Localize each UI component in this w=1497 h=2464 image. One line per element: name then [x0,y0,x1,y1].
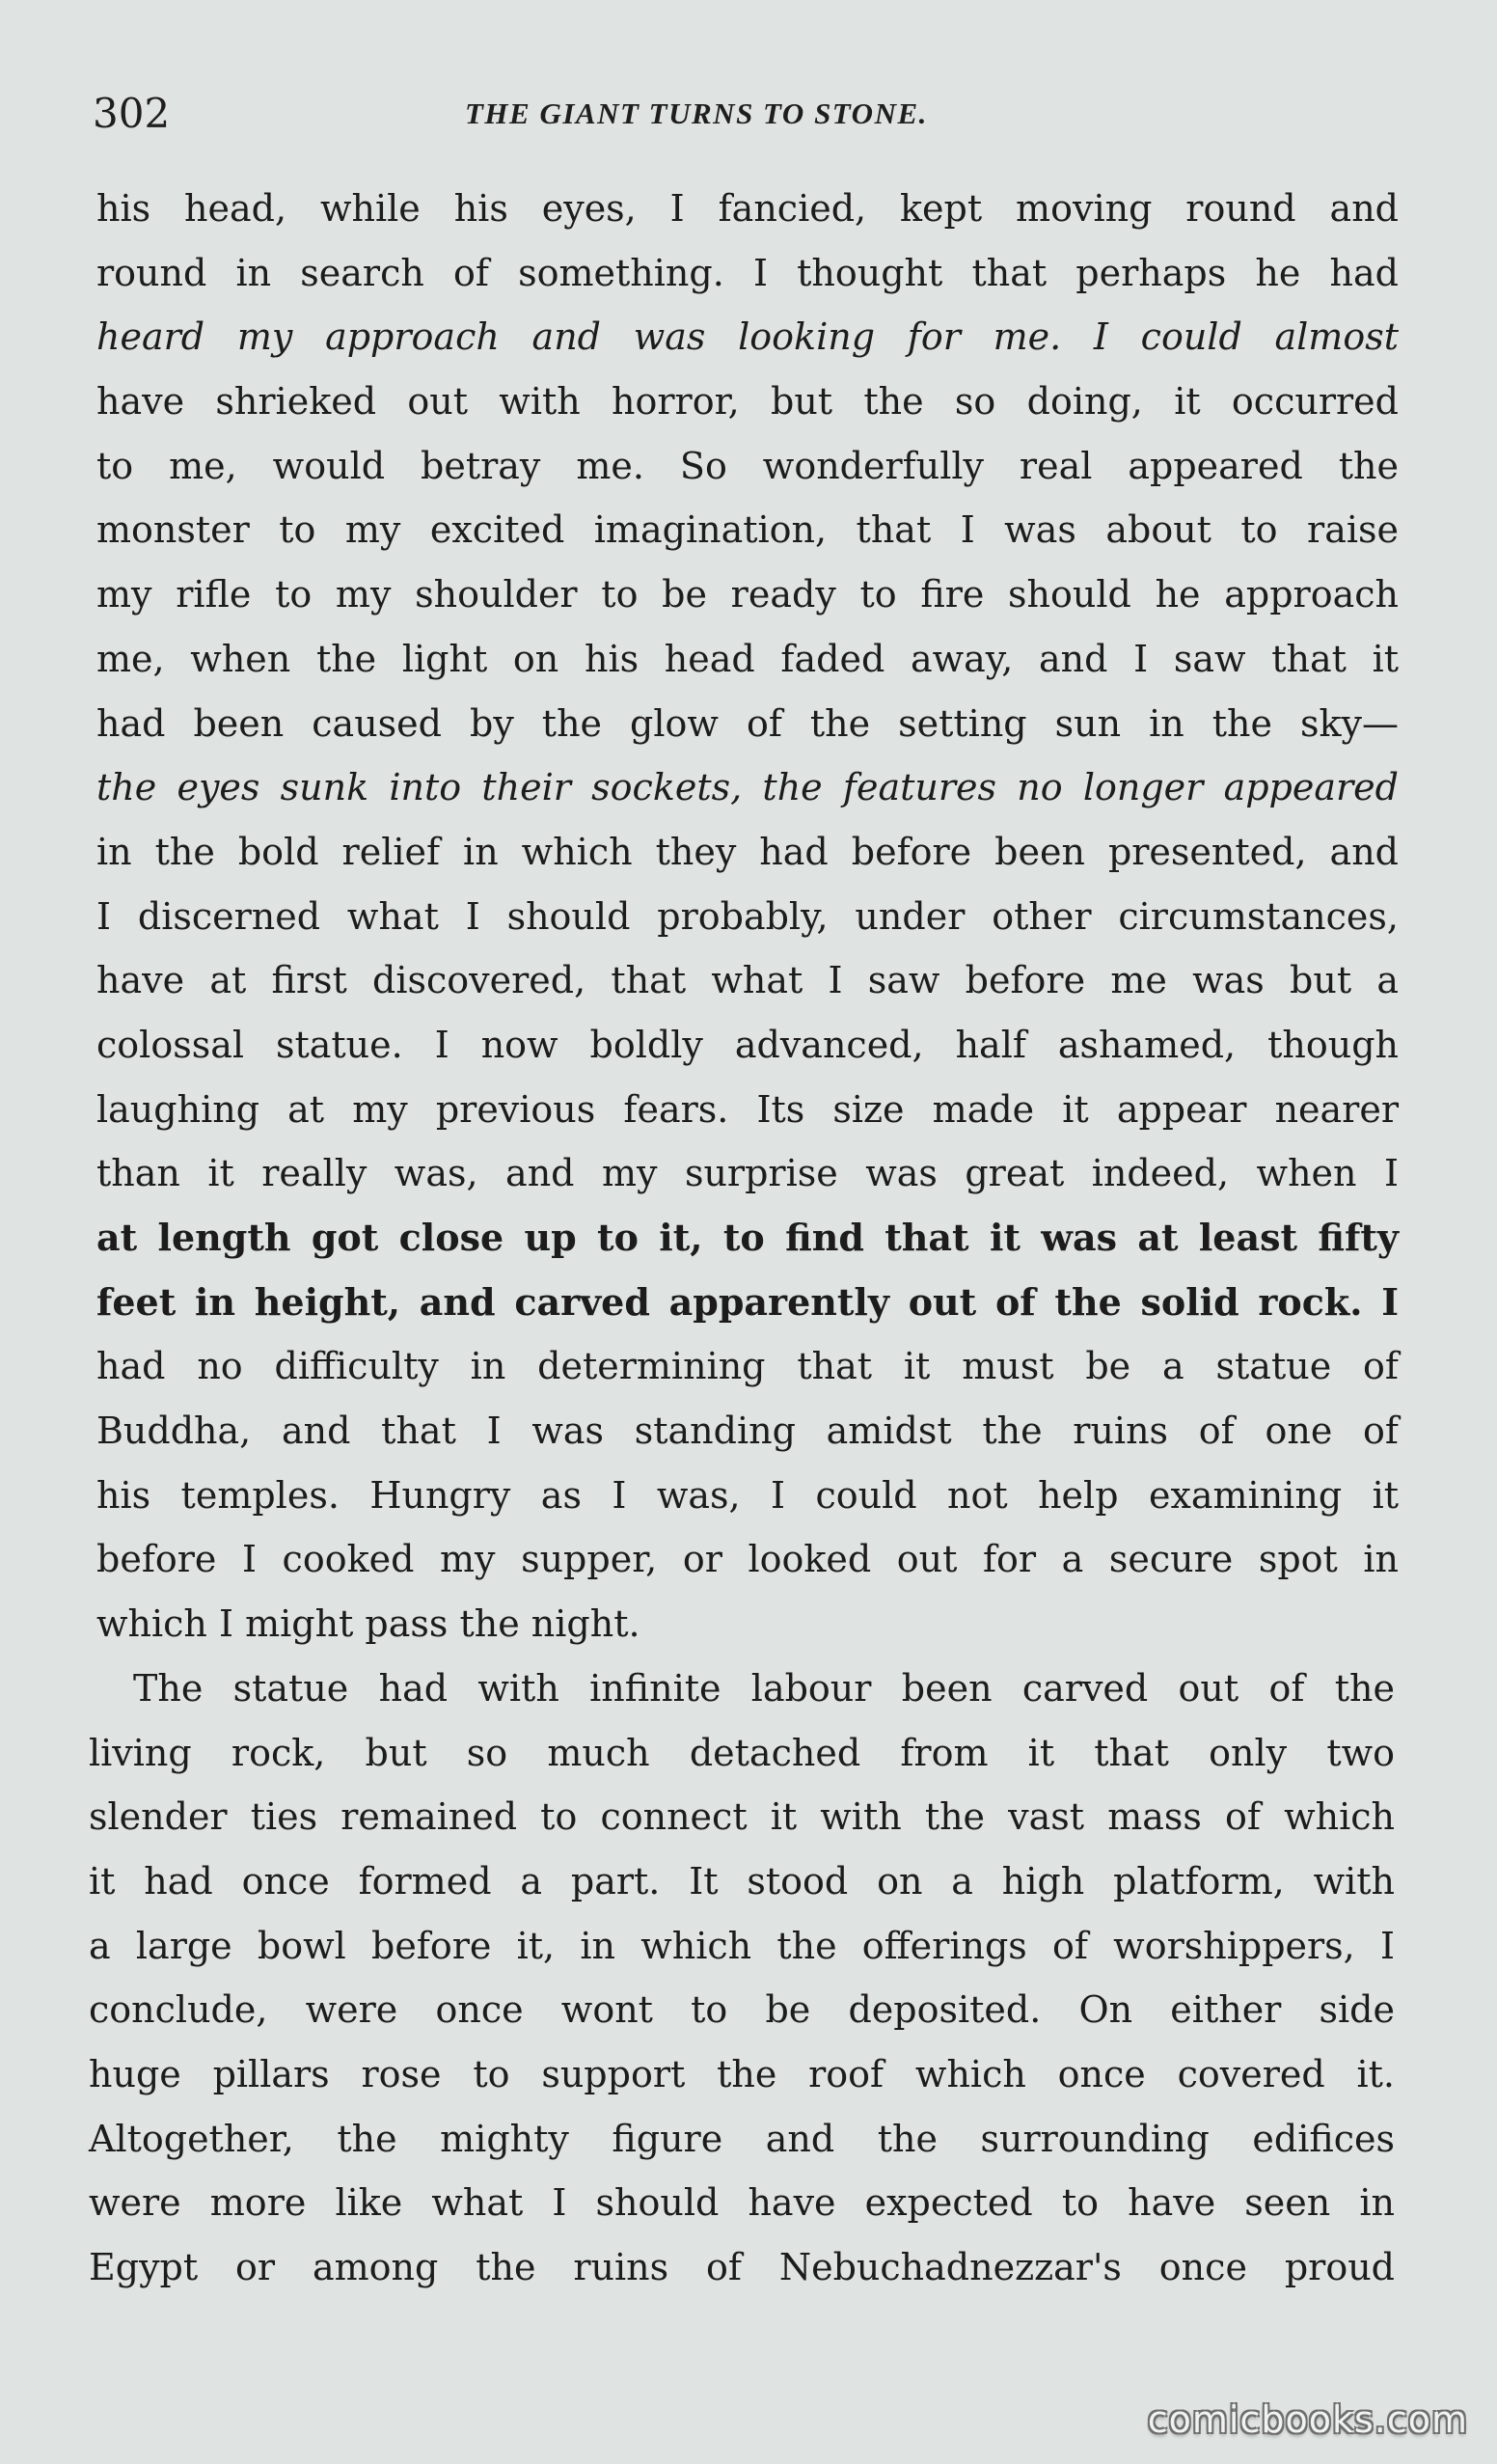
text-line: my rifle to my shoulder to be ready to fire should he approach [96,573,1399,616]
text-line: a large bowl before it, in which the offerings of worshippers, I [89,1924,1395,1967]
text-line: living rock, but so much detached from it that only two [89,1731,1395,1774]
watermark-logo: comicbooks.com [1147,2398,1468,2441]
page-number: 302 [93,90,171,137]
text-line: his temples. Hungry as I was, I could not help examining it [96,1473,1399,1517]
text-line: huge pillars rose to support the roof which once covered it. [89,2052,1395,2095]
text-line: in the bold relief in which they had before been presented, and [96,830,1399,873]
text-line: I discerned what I should probably, under other circumstances, [96,894,1399,938]
text-line: heard my approach and was looking for me. I could almost [96,315,1399,359]
text-line: monster to my excited imagination, that I was about to raise [96,508,1399,552]
text-line: colossal statue. I now boldly advanced, half ashamed, though [96,1023,1399,1066]
text-line: Buddha, and that I was standing amidst the ruins of one of [96,1410,1399,1453]
text-line: me, when the light on his head faded away, and I saw that it [96,637,1399,680]
text-line: which I might pass the night. [96,1602,640,1646]
text-line: at length got close up to it, to find that it was at least fifty [96,1216,1399,1259]
text-line: before I cooked my supper, or looked out for a secure spot in [96,1538,1399,1581]
text-line: Altogether, the mighty figure and the surrounding edifices [89,2117,1395,2160]
text-line: conclude, were once wont to be deposited. On either side [89,1988,1395,2032]
text-line: slender ties remained to connect it with the vast mass of which [89,1795,1395,1839]
text-line: it had once formed a part. It stood on a high platform, with [89,1859,1395,1903]
text-line: feet in height, and carved apparently out of the solid rock. I [96,1279,1399,1324]
text-line: had no difficulty in determining that it must be a statue of [96,1345,1399,1388]
text-line: have shrieked out with horror, but the so doing, it occurred [96,380,1399,424]
running-title: THE GIANT TURNS TO STONE. [465,96,928,130]
text-line: laughing at my previous fears. Its size made it appear nearer [96,1087,1399,1131]
text-line: Egypt or among the ruins of Nebuchadnezzar's once proud [89,2246,1395,2288]
text-line: had been caused by the glow of the setting sun in the sky— [96,701,1399,745]
text-line: his head, while his eyes, I fancied, kept moving round and [96,187,1399,230]
body-text [89,177,1399,2300]
text-line: The statue had with infinite labour been carved out of the [133,1666,1395,1710]
text-line: round in search of something. I thought that perhaps he had [96,251,1399,294]
text-line: have at first discovered, that what I saw before me was but a [96,959,1399,1002]
text-line: the eyes sunk into their sockets, the features no longer appeared [96,766,1399,809]
text-line: were more like what I should have expected to have seen in [89,2181,1395,2225]
running-head [93,85,1404,143]
text-line: to me, would betray me. So wonderfully real appeared the [96,444,1399,487]
text-line: than it really was, and my surprise was great indeed, when I [96,1152,1399,1195]
